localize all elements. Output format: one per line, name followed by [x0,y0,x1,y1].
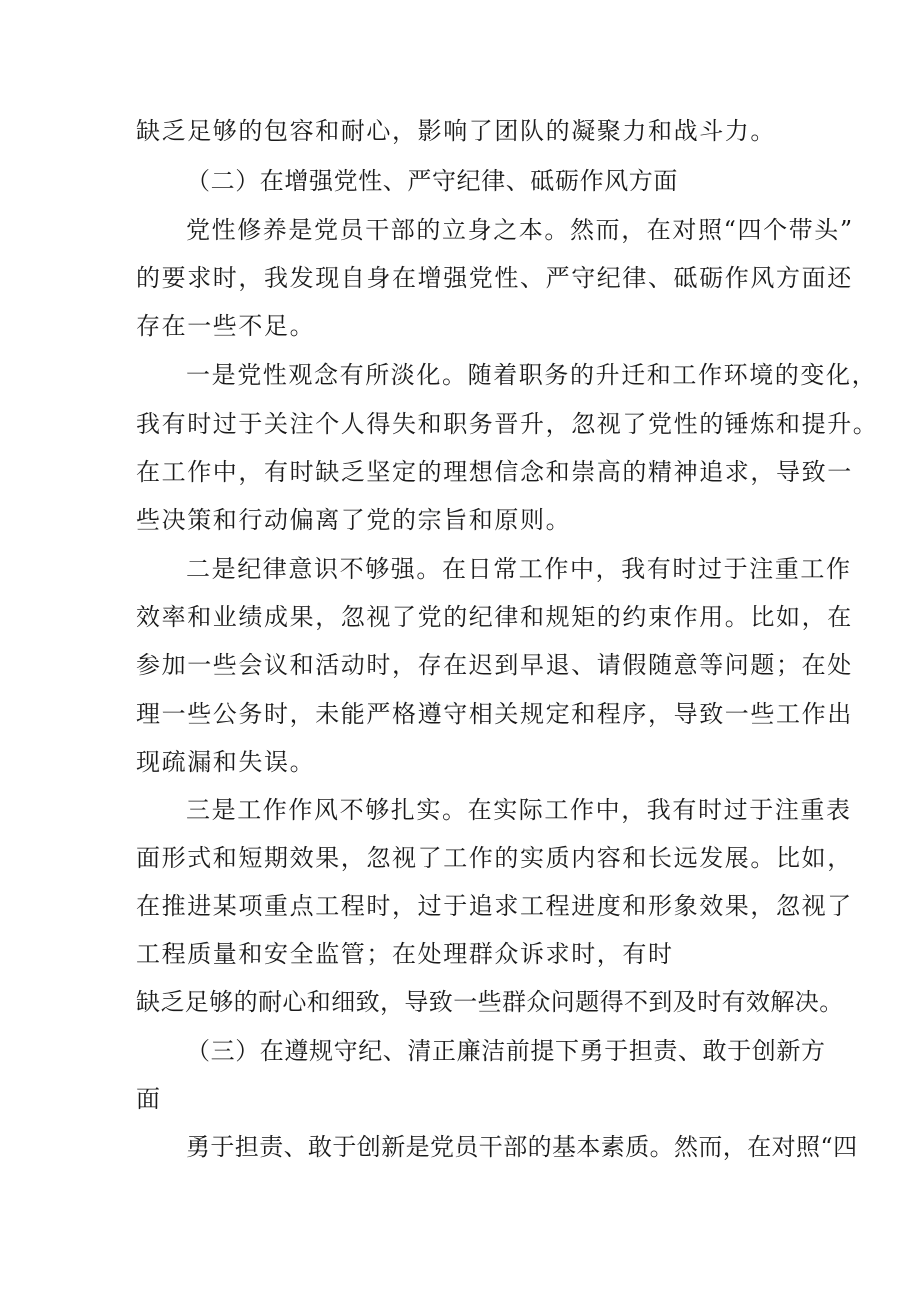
text-line: 在工作中，有时缺乏坚定的理想信念和崇高的精神追求，导致一 [136,458,853,486]
text-line: 在推进某项重点工程时，过于追求工程进度和形象效果，忽视了 [136,892,853,920]
text-line: 的要求时，我发现自身在增强党性、严守纪律、砥砺作风方面还 [136,264,853,292]
text-line: 三是工作作风不够扎实。在实际工作中，我有时过于注重表 [186,796,852,824]
text-line: 现疏漏和失误。 [136,748,316,776]
text-line: 缺乏足够的耐心和细致，导致一些群众问题得不到及时有效解决。 [136,988,844,1016]
section-heading: （三）在遵规守纪、清正廉洁前提下勇于担责、敢于创新方 [186,1037,826,1065]
text-line: 面形式和短期效果，忽视了工作的实质内容和长远发展。比如， [136,844,853,872]
text-line: 存在一些不足。 [136,312,316,340]
text-line: 勇于担责、敢于创新是党员干部的基本素质。然而，在对照“四 [186,1133,858,1161]
text-line: 缺乏足够的包容和耐心，影响了团队的凝聚力和战斗力。 [136,117,776,145]
text-line: 党性修养是党员干部的立身之本。然而，在对照“四个带头” [186,216,854,244]
text-line: 理一些公务时，未能严格遵守相关规定和程序，导致一些工作出 [136,700,853,728]
text-line: 一是党性观念有所淡化。随着职务的升迁和工作环境的变化， [186,361,878,389]
text-line: 些决策和行动偏离了党的宗旨和原则。 [136,506,572,534]
section-heading: 面 [136,1085,161,1113]
text-line: 效率和业绩成果，忽视了党的纪律和规矩的约束作用。比如，在 [136,603,853,631]
text-line: 参加一些会议和活动时，存在迟到早退、请假随意等问题；在处 [136,651,853,679]
text-line: 我有时过于关注个人得失和职务晋升，忽视了党性的锤炼和提升。 [136,410,879,438]
text-line: 二是纪律意识不够强。在日常工作中，我有时过于注重工作 [186,555,852,583]
section-heading: （二）在增强党性、严守纪律、砥砺作风方面 [186,167,678,195]
text-line: 工程质量和安全监管；在处理群众诉求时，有时 [136,940,674,968]
